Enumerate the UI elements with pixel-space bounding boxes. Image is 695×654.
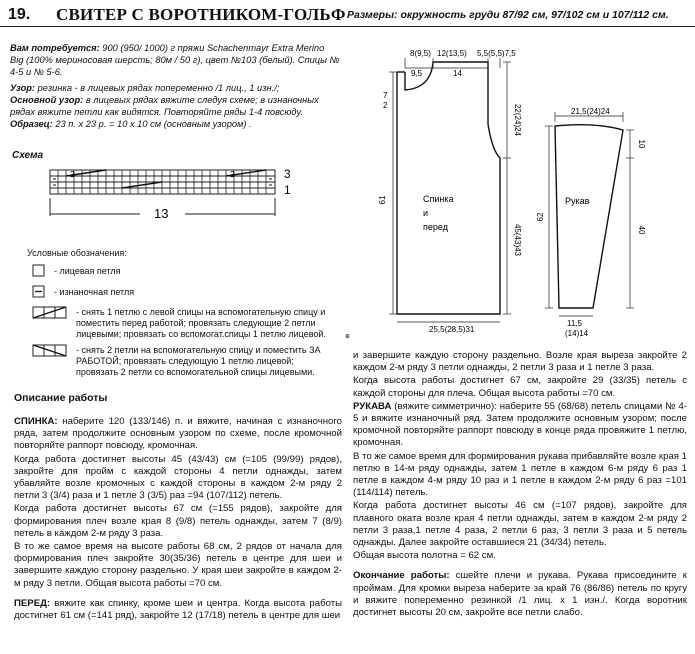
sleeve-label: Рукав — [565, 196, 590, 206]
tiny-mark: ⊕ — [345, 334, 351, 340]
schema-label: Схема — [12, 150, 44, 161]
cable-back-icon — [32, 344, 68, 358]
chart-mark-a: 2 — [70, 170, 75, 179]
body-label-1: Спинка — [423, 194, 454, 204]
gauge-text: 23 п. х 23 р. = 10 х 10 см (основным узором) . — [52, 119, 252, 129]
right-column — [353, 350, 687, 620]
pattern-number: 19. — [8, 6, 31, 23]
requirements — [10, 42, 340, 78]
sleeve-p1: (вяжите симметрично): наберите 55 (68/68) петель спицами № 4-5 и вяжите изнаночный ряд. Затем продолжите основным узором; после кромочной повторяйте раппорт повсюду в конце ряда провяжите 1 петлю, кромочная. — [353, 400, 687, 449]
legend-knit: - лицевая петля — [54, 266, 121, 276]
chart-row-1: 1 — [284, 183, 291, 197]
sleeve-p4: Общая высота полотна = 62 см. — [353, 550, 496, 562]
stitch-chart — [40, 160, 320, 230]
finish-text: сшейте плечи и рукава. Рукава присоедините к проймам. Для кромки выреза наберите за край 76 (86/86) петель по кругу и вяжите попеременно резинкой /1 лиц. х 1 изн./. Когда воротник достигнет высоты 20 см, закройте все петли слабо. — [353, 570, 687, 619]
legend-cable-front: - снять 1 петлю с левой спицы на вспомогательную спицу и поместить перед работой; провязать следующие 2 петли лицевыми; провязать со вспомогат.спицы 1 петлю лицевой. — [76, 307, 326, 339]
dim-neck-width: 12(13,5) — [437, 49, 467, 58]
dim-cuff-alt: (14)14 — [565, 329, 589, 338]
chart-mark-b: 2 — [230, 170, 235, 179]
body-label-3: перед — [423, 222, 448, 232]
sizes-line: Размеры: окружность груди 87/92 см, 97/102 см и 107/112 см. — [347, 9, 669, 21]
dim-95: 9,5 — [411, 69, 423, 78]
back-p3: Когда работа достигнет высоты 67 см (=155 рядов), закройте для формирования плеч возле края 8 (9/8) петель однажды, затем 7 (8/9) петель в каждом 2-м ряду 3 раза. — [14, 503, 342, 539]
page-title: СВИТЕР С ВОРОТНИКОМ-ГОЛЬФ — [56, 5, 346, 24]
back-p4: В то же самое время на высоте работы 68 см, 2 рядов от начала для формирования плеч закройте 30(35/36) петель в центре для шеи и завершите каждую сторону раздельно. У края шеи закройте в каждом 2-м ряду 3 петли. Общая высота работы =70 см. — [14, 541, 342, 589]
requirements-label: Вам потребуется: — [10, 43, 100, 53]
back-label: СПИНКА: — [14, 416, 58, 427]
header-divider — [0, 26, 695, 27]
description-title: Описание работы — [14, 392, 108, 404]
sleeve-p2: В то же самое время для формирования рукава прибавляйте возле края 1 петлю в 14-м ряду однажды, затем 1 петле в каждом 6-м ряду 6 раз 1 петле в каждом 4-м ряду 10 раз и 1 петле в каждом 2-м ряду 6 раз =101 (114/114) петель. — [353, 450, 687, 499]
sleeve-section-label: РУКАВА — [353, 400, 392, 412]
front-p1: вяжите как спинку, кроме шеи и центра. Когда высота работы достигнет 61 см (=141 ряд), закройте 12 (17/18) петель в центре для шеи — [14, 597, 342, 622]
garment-schematic — [345, 40, 690, 350]
dim-total-61: 61 — [378, 195, 387, 205]
main-pattern-label: Основной узор: — [10, 95, 84, 105]
left-column — [14, 416, 342, 623]
front-label: ПЕРЕД: — [14, 597, 51, 609]
right-p1: и завершите каждую сторону раздельно. Возле края выреза закройте 2 каждом 2-м ряду 3 петли однажды, 2 петли 3 раза и 1 петле 3 раза. — [353, 350, 687, 374]
requirements-text: 900 (950/ 1000) г пряжи Schachenmayr Extra Merino Big (100% мериносовая шерсть; 80м / 50 г), цвет №103 (белый). Спицы № 4-5 и № 5-6. — [10, 43, 340, 77]
dim-half-width: 25,5(28,5)31 — [429, 325, 475, 334]
dim-14: 14 — [453, 69, 462, 78]
chart-row-3: 3 — [284, 167, 291, 181]
gauge-label: Образец: — [10, 119, 53, 129]
knit-stitch-icon — [32, 264, 46, 278]
purl-stitch-icon — [32, 285, 46, 299]
cable-front-icon — [32, 306, 68, 320]
dim-sleeve-top: 21,5(24)24 — [571, 107, 610, 116]
body-label-2: и — [423, 208, 429, 218]
legend-purl: - изнаночная петля — [54, 287, 135, 297]
legend-title: Условные обозначения: — [27, 248, 127, 258]
rib-label: Узор: — [10, 83, 36, 93]
dim-armhole: 22(24)24 — [513, 103, 522, 137]
right-p2: Когда высота работы достигнет 67 см, закройте 29 (33/35) петель с каждой стороны для плеча. Общая высота работы =70 см. — [353, 375, 687, 399]
dim-7: 7 — [383, 91, 388, 100]
main-pattern-text: в лицевых рядах вяжите следуя схеме; в изнаночных рядах вяжите петли как видятся. Повторяйте ряды 1-4 повсюду. — [10, 95, 319, 117]
dim-sleeve-62: 62 — [536, 212, 545, 222]
back-p2: Когда работа достигнет высоты 45 (43/43) см (=105 (99/99) рядов), закройте для пройм с каждой стороны 4 петли однажды, затем убавляйте возле кромочных с каждой стороны в каждом 2-м ряду 2 петли 3 (3/4) раза и 1 петле 3 (3/5) раз =94 (107/112) петель. — [14, 453, 342, 502]
dim-neck-depth: 8(9,5) — [410, 49, 431, 58]
sleeve-p3: Когда работа достигнет высоты 46 см (=107 рядов), закройте для плавного оката возле края 4 петли однажды, затем в каждом 2-м ряду 2 петли 3 раза,1 петле 4 раза, 2 петли 6 раз, 3 петли 3 раза и 5 петель однажды. Далее закройте оставшиеся 21 (34/34) петель. — [353, 500, 687, 549]
dim-sleeve-40: 40 — [637, 225, 646, 235]
dim-cuff: 11,5 — [567, 319, 582, 328]
dim-2: 2 — [383, 101, 388, 110]
dim-sleeve-cap: 10 — [637, 139, 646, 149]
dim-shoulder: 5,5(5,5)7,5 — [477, 49, 516, 58]
finish-label: Окончание работы: — [353, 570, 450, 582]
chart-repeat-label: 13 — [154, 206, 169, 221]
pattern-info — [10, 82, 340, 130]
dim-body-length: 45(43)43 — [513, 223, 522, 257]
back-p1: наберите 120 (133/146) п. и вяжите, начиная с изнаночного ряда, затем продолжите основным узором по схеме, после кромочной повторяйте раппорт повсюду, кромочная. — [14, 416, 342, 452]
rib-text: резинка - в лицевых рядах попеременно /1 лиц., 1 изн./; — [35, 83, 280, 93]
legend-cable-back: - снять 2 петли на вспомогательную спицу и поместить ЗА РАБОТОЙ; провязать следующую 1 петлю лицевой; провязать 2 петли со вспомогательной спицы лицевыми. — [76, 345, 321, 377]
